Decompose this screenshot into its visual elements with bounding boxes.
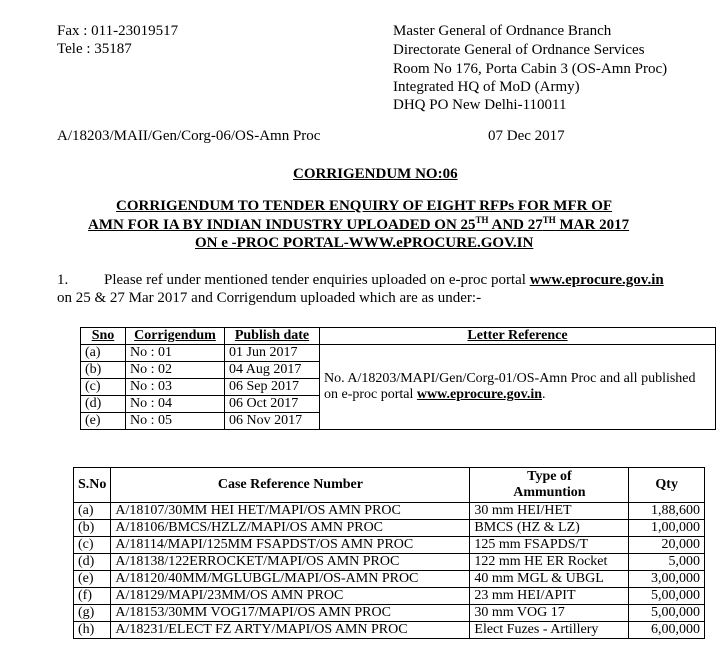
header-publish-date: Publish date	[225, 328, 320, 345]
cell-sno: (g)	[74, 605, 111, 622]
cell-type: 30 mm HEI/HET	[470, 503, 629, 520]
table-row	[74, 503, 705, 520]
cell-publish-date: 04 Aug 2017	[225, 362, 320, 379]
cell-case-reference: A/18107/30MM HEI HET/MAPI/OS AMN PROC	[111, 503, 470, 520]
cell-sno: (c)	[74, 537, 111, 554]
cell-sno: (e)	[81, 413, 126, 430]
cell-case-reference: A/18120/40MM/MGLUBGL/MAPI/OS-AMN PROC	[111, 571, 470, 588]
para-text-1: Please ref under mentioned tender enquiries uploaded on e-proc portal	[104, 272, 530, 288]
cell-sno: (a)	[81, 345, 126, 362]
table-row	[74, 605, 705, 622]
cell-publish-date: 06 Oct 2017	[225, 396, 320, 413]
cell-sno: (f)	[74, 588, 111, 605]
subject-line-2-part-a: AMN FOR IA BY INDIAN INDUSTRY UPLOADED ON 25	[88, 217, 476, 233]
cell-type: 122 mm HE ER Rocket	[470, 554, 629, 571]
cell-sno: (d)	[74, 554, 111, 571]
cell-type: BMCS (HZ & LZ)	[470, 520, 629, 537]
cell-type: 30 mm VOG 17	[470, 605, 629, 622]
header-case-reference: Case Reference Number	[111, 468, 470, 503]
header-qty: Qty	[629, 468, 705, 503]
cell-corrigendum: No : 05	[126, 413, 225, 430]
header-sno: Sno	[81, 328, 126, 345]
cell-qty: 3,00,000	[629, 571, 705, 588]
cell-sno: (a)	[74, 503, 111, 520]
letter-ref-end: .	[542, 387, 546, 402]
subject-line-3: ON e -PROC PORTAL-WWW.ePROCURE.GOV.IN	[195, 235, 534, 251]
cell-corrigendum: No : 03	[126, 379, 225, 396]
cell-corrigendum: No : 01	[126, 345, 225, 362]
header-letter-reference: Letter Reference	[320, 328, 716, 345]
header-corrigendum: Corrigendum	[126, 328, 225, 345]
case-header-row	[74, 468, 705, 503]
case-reference-table	[73, 467, 705, 639]
table-row	[74, 622, 705, 639]
cell-corrigendum: No : 04	[126, 396, 225, 413]
letter-reference: A/18203/MAII/Gen/Corg-06/OS-Amn Proc	[57, 128, 321, 144]
cell-case-reference: A/18231/ELECT FZ ARTY/MAPI/OS AMN PROC	[111, 622, 470, 639]
subject-sup-2: TH	[542, 215, 556, 225]
cell-sno: (b)	[74, 520, 111, 537]
para-text-line-1	[104, 271, 664, 289]
cell-sno: (c)	[81, 379, 126, 396]
cell-qty: 5,00,000	[629, 588, 705, 605]
cell-case-reference: A/18106/BMCS/HZLZ/MAPI/OS AMN PROC	[111, 520, 470, 537]
subject-line-1: CORRIGENDUM TO TENDER ENQUIRY OF EIGHT RFPs FOR MFR OF	[116, 198, 613, 214]
cell-case-reference: A/18138/122ERROCKET/MAPI/OS AMN PROC	[111, 554, 470, 571]
cell-publish-date: 01 Jun 2017	[225, 345, 320, 362]
cell-sno: (b)	[81, 362, 126, 379]
address-line-1: Master General of Ordnance Branch	[393, 23, 612, 39]
cell-qty: 5,00,000	[629, 605, 705, 622]
subject-line-2	[88, 216, 629, 234]
subject-line-2-part-b: AND 27	[488, 217, 543, 233]
fax-line: Fax : 011-23019517	[57, 23, 179, 39]
header-sno: S.No	[74, 468, 111, 503]
letter-ref-text: No. A/18203/MAPI/Gen/Corg-01/OS-Amn Proc and all published on e-proc portal	[324, 371, 696, 402]
table-row	[74, 588, 705, 605]
table-row	[74, 554, 705, 571]
cell-qty: 1,88,600	[629, 503, 705, 520]
table-row	[74, 571, 705, 588]
cell-sno: (e)	[74, 571, 111, 588]
cell-letter-reference	[320, 345, 716, 430]
subject-sup-1: TH	[475, 215, 489, 225]
cell-case-reference: A/18129/MAPI/23MM/OS AMN PROC	[111, 588, 470, 605]
cell-qty: 20,000	[629, 537, 705, 554]
address-line-5: DHQ PO New Delhi-110011	[393, 97, 567, 113]
corrigenda-table	[80, 327, 716, 430]
address-line-2: Directorate General of Ordnance Services	[393, 42, 645, 58]
cell-qty: 1,00,000	[629, 520, 705, 537]
corrigenda-header-row	[81, 328, 716, 345]
cell-type: 125 mm FSAPDS/T	[470, 537, 629, 554]
cell-publish-date: 06 Nov 2017	[225, 413, 320, 430]
cell-case-reference: A/18114/MAPI/125MM FSAPDST/OS AMN PROC	[111, 537, 470, 554]
letter-date: 07 Dec 2017	[488, 128, 565, 144]
cell-qty: 6,00,000	[629, 622, 705, 639]
header-type-of-ammunition	[470, 468, 629, 503]
cell-corrigendum: No : 02	[126, 362, 225, 379]
header-type-line-2: Ammuntion	[513, 485, 586, 500]
cell-case-reference: A/18153/30MM VOG17/MAPI/OS AMN PROC	[111, 605, 470, 622]
para-text-line-2: on 25 & 27 Mar 2017 and Corrigendum uploaded which are as under:-	[57, 290, 482, 306]
cell-sno: (d)	[81, 396, 126, 413]
table-row	[81, 345, 716, 362]
cell-type: 23 mm HEI/APIT	[470, 588, 629, 605]
cell-publish-date: 06 Sep 2017	[225, 379, 320, 396]
cell-sno: (h)	[74, 622, 111, 639]
address-line-3: Room No 176, Porta Cabin 3 (OS-Amn Proc)	[393, 61, 668, 77]
table-row	[74, 537, 705, 554]
tele-line: Tele : 35187	[57, 41, 132, 57]
cell-qty: 5,000	[629, 554, 705, 571]
table-row	[74, 520, 705, 537]
eprocure-link[interactable]: www.eprocure.gov.in	[529, 272, 664, 288]
subject-line-2-part-c: MAR 2017	[555, 217, 630, 233]
address-line-4: Integrated HQ of MoD (Army)	[393, 79, 580, 95]
corrigendum-title: CORRIGENDUM NO:06	[293, 166, 458, 182]
cell-type: 40 mm MGL & UBGL	[470, 571, 629, 588]
para-number: 1.	[57, 272, 69, 288]
header-type-line-1: Type of	[527, 469, 572, 484]
letter-ref-link[interactable]: www.eprocure.gov.in	[416, 387, 543, 402]
cell-type: Elect Fuzes - Artillery	[470, 622, 629, 639]
